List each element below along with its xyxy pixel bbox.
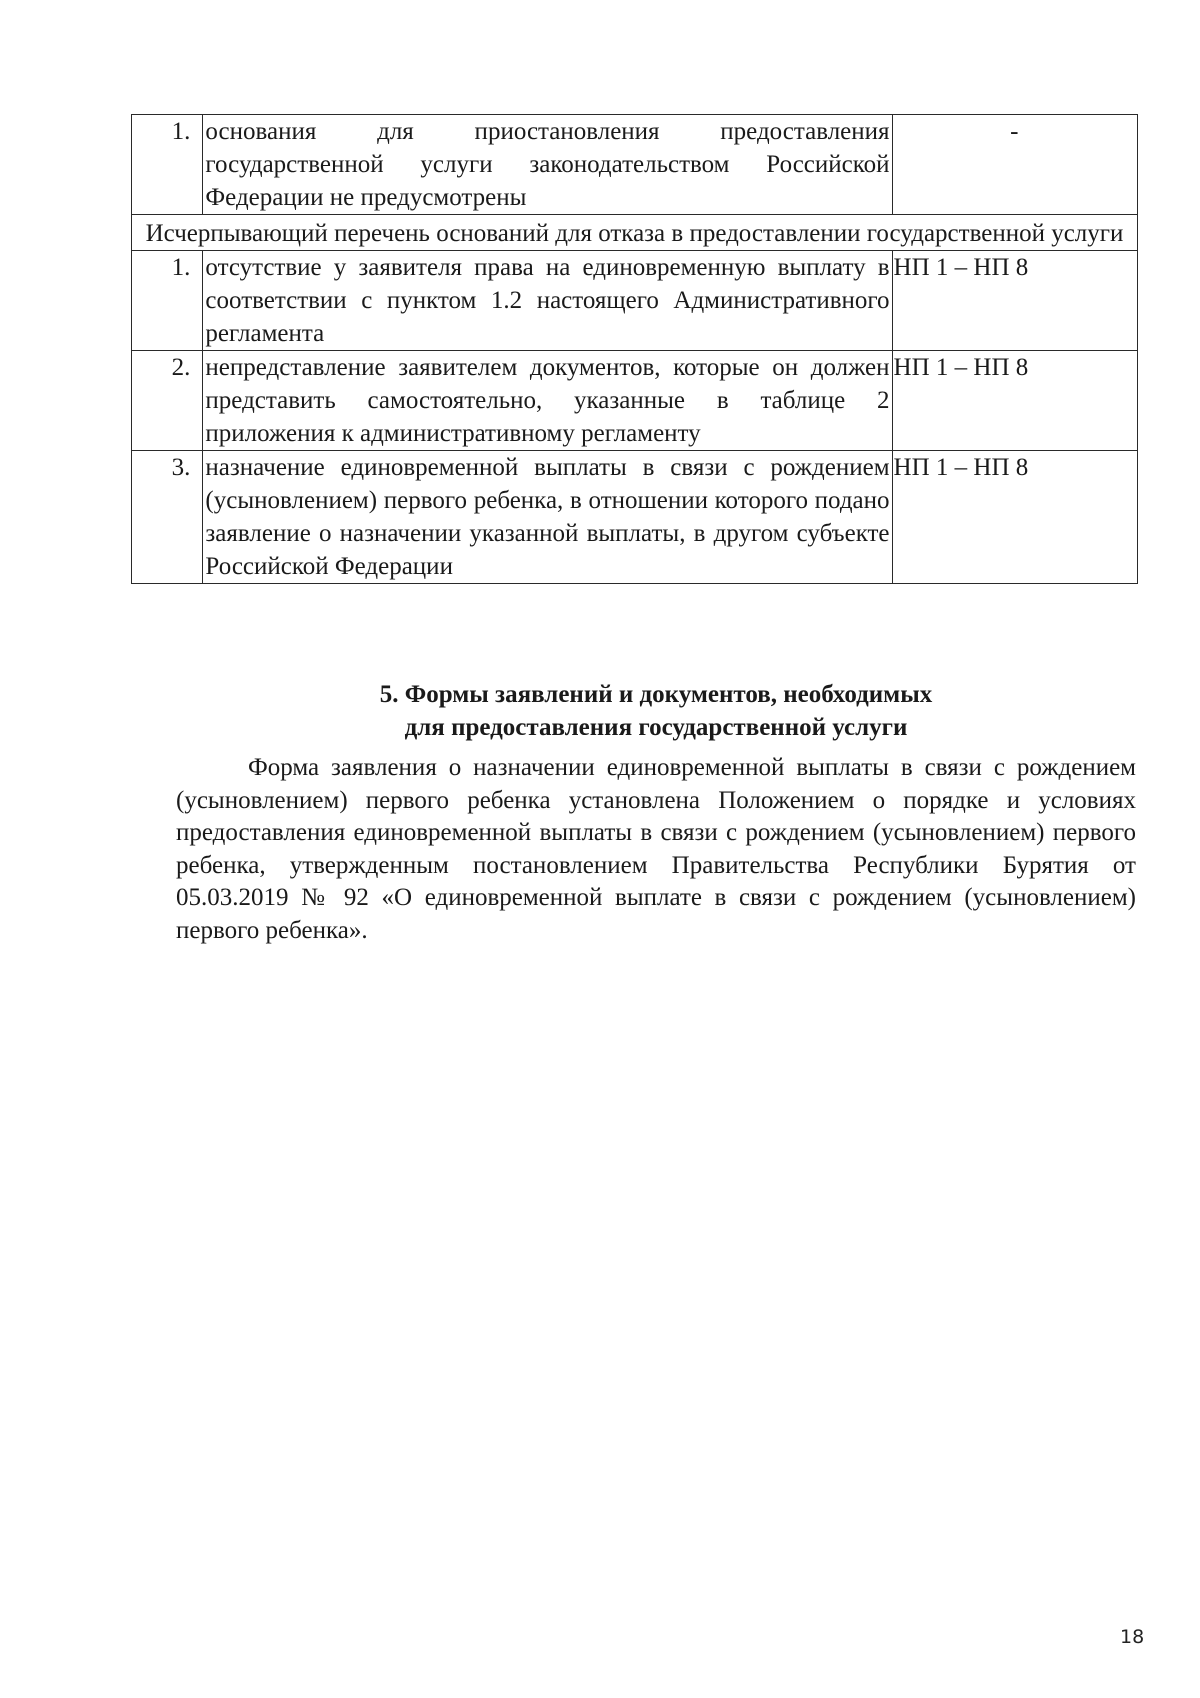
page-number: 18 [1120, 1626, 1145, 1648]
section-title-line-1: 5. Формы заявлений и документов, необходимых [379, 681, 933, 708]
row-text: отсутствие у заявителя права на единовременную выплату в соответствии с пунктом 1.2 настоящего Административного регламента [203, 251, 892, 351]
section-5 [176, 678, 1136, 947]
row-number: 3. [132, 451, 203, 584]
table-row [132, 251, 1138, 351]
row-text: основания для приостановления предоставления государственной услуги законодательством Российской Федерации не предусмотрены [203, 115, 892, 215]
table-row [132, 351, 1138, 451]
row-number: 1. [132, 251, 203, 351]
row-reference: НП 1 – НП 8 [892, 451, 1137, 584]
section-paragraph: Форма заявления о назначении единовременной выплаты в связи с рождением (усыновлением) первого ребенка установлена Положением о порядке и условиях предоставления единовременной выплаты в связи с рождением (усыновлением) первого ребенка, утвержденным постановлением Правительства Республики Бурятия от 05.03.2019 № 92 «О единовременной выплате в связи с рождением (усыновлением) первого ребенка». [176, 754, 1136, 944]
table-section-heading: Исчерпывающий перечень оснований для отказа в предоставлении государственной услуги [132, 215, 1138, 251]
row-text: назначение единовременной выплаты в связи с рождением (усыновлением) первого ребенка, в отношении которого подано заявление о назначении указанной выплаты, в другом субъекте Российской Федерации [203, 451, 892, 584]
grounds-table [131, 114, 1138, 584]
table-row [132, 115, 1138, 215]
table-heading-row [132, 215, 1138, 251]
row-text: непредставление заявителем документов, которые он должен представить самостоятельно, указанные в таблице 2 приложения к административному регламенту [203, 351, 892, 451]
row-number: 1. [132, 115, 203, 215]
row-reference: - [892, 115, 1137, 215]
row-number: 2. [132, 351, 203, 451]
section-title [176, 678, 1136, 744]
table-row [132, 451, 1138, 584]
section-title-line-2: для предоставления государственной услуги [404, 714, 908, 741]
row-reference: НП 1 – НП 8 [892, 251, 1137, 351]
row-reference: НП 1 – НП 8 [892, 351, 1137, 451]
